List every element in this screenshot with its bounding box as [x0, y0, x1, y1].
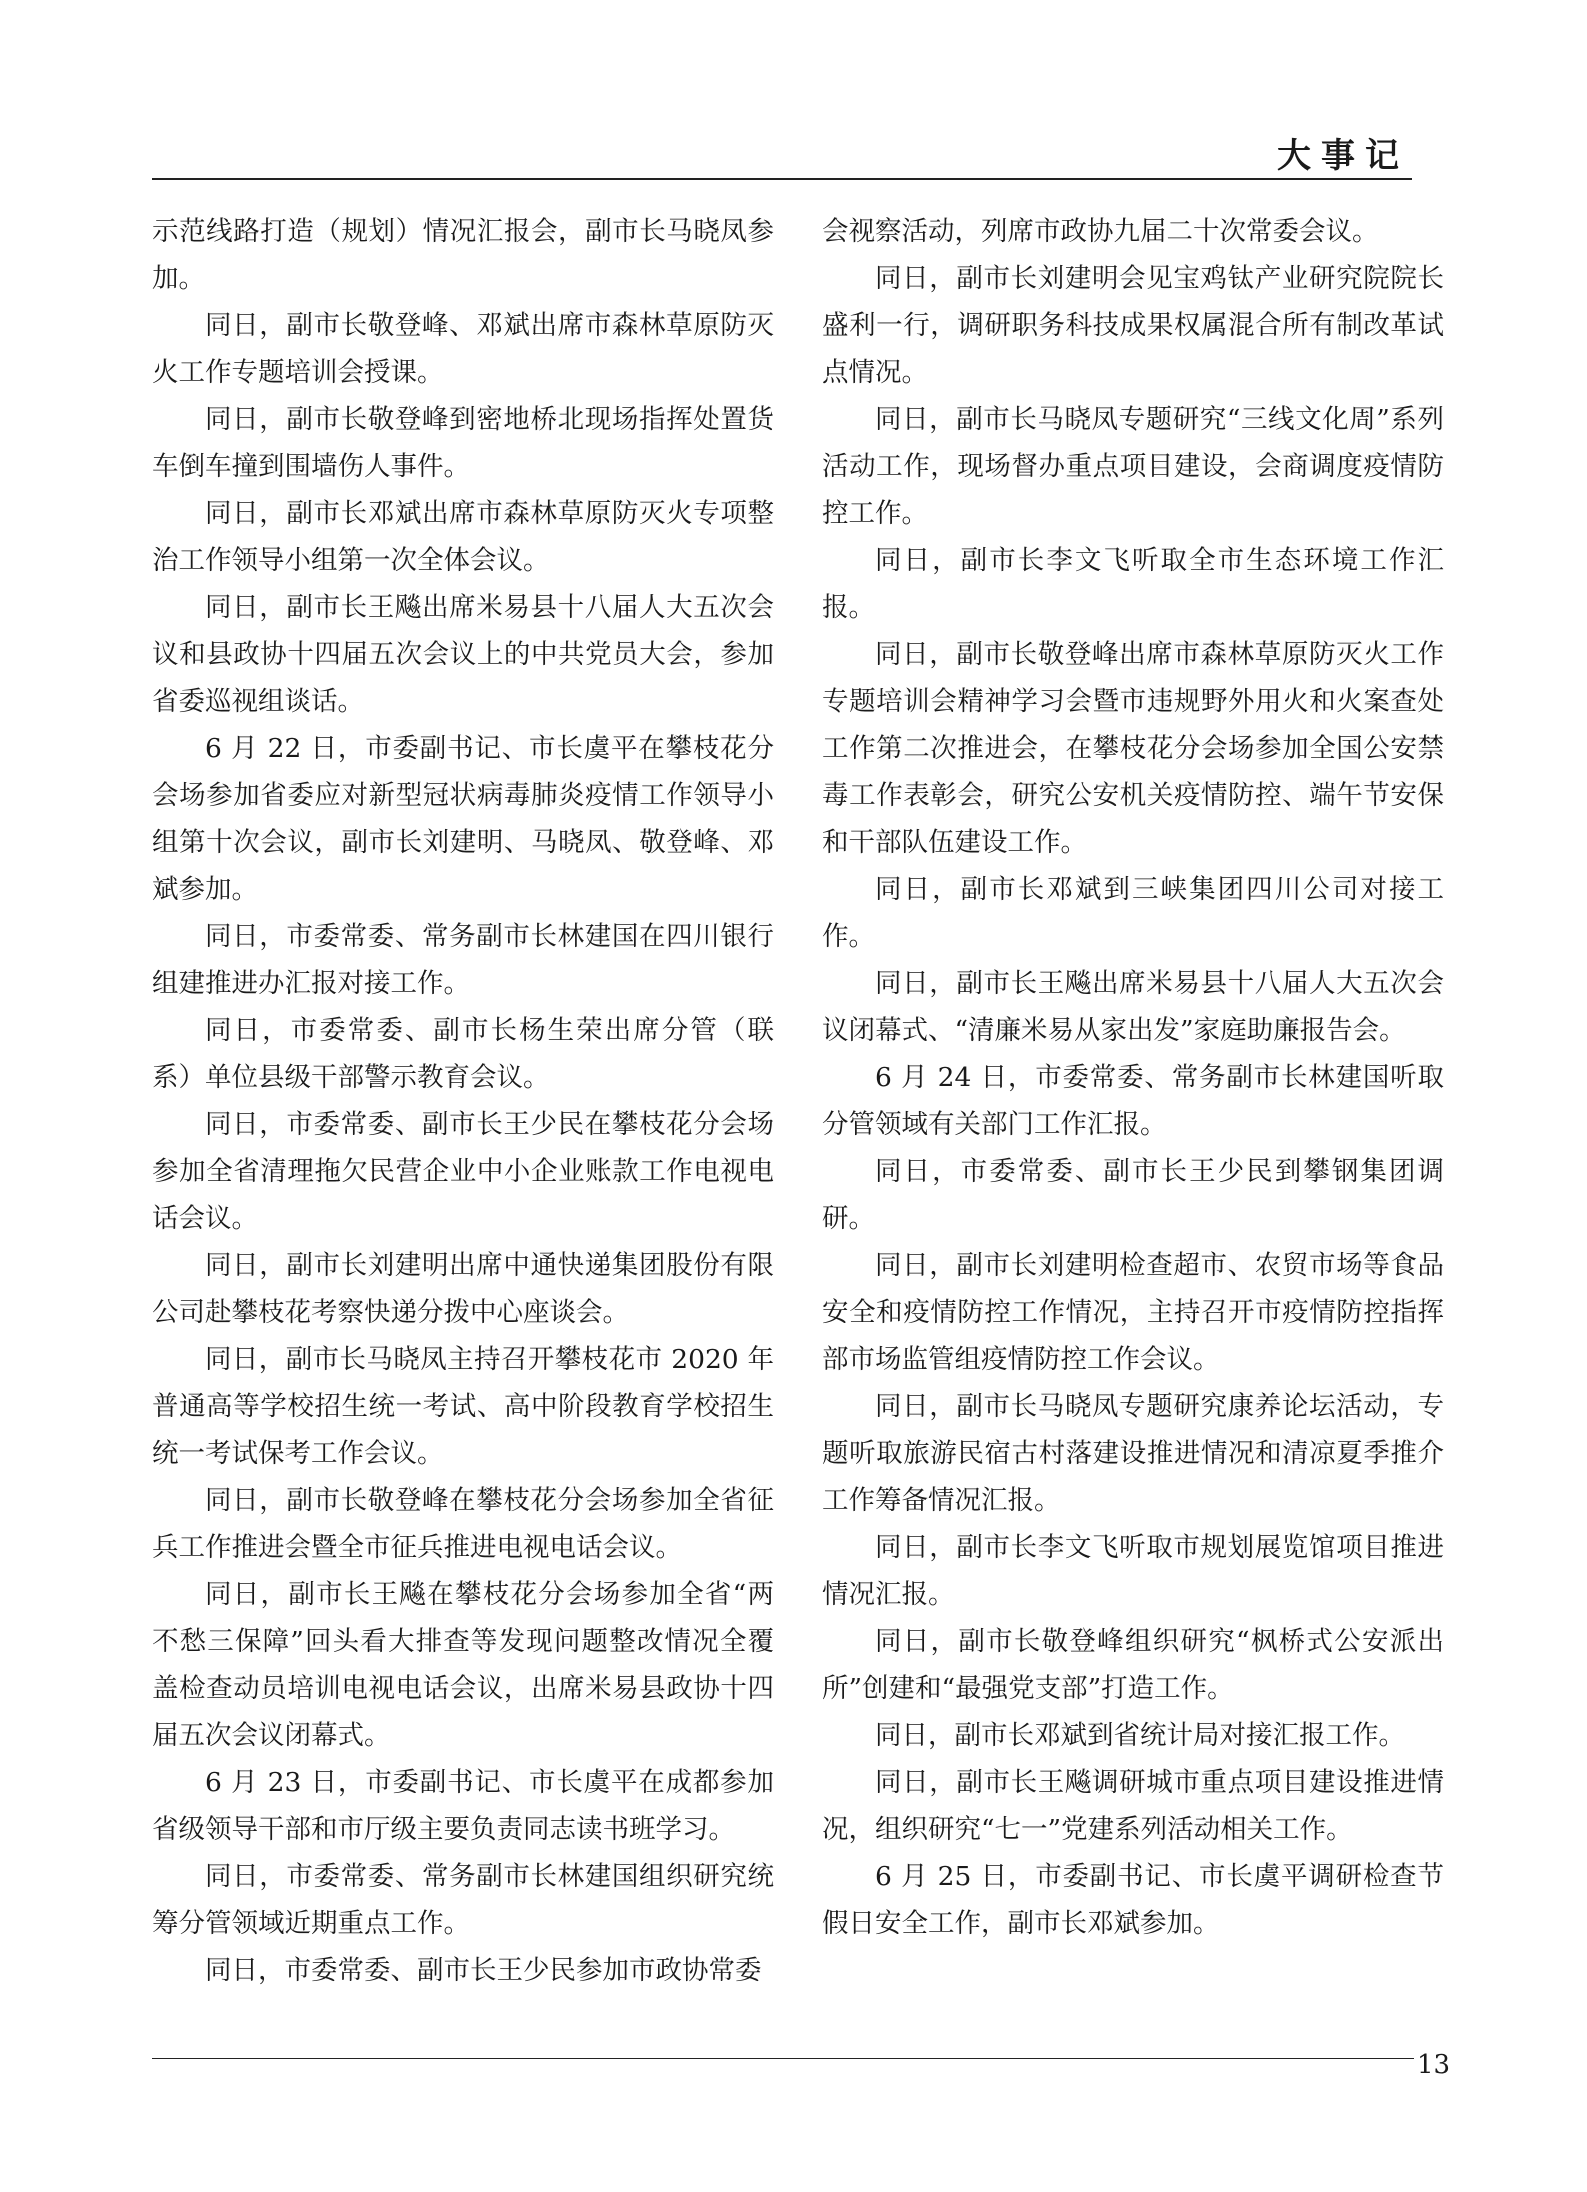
paragraph: 同日，副市长敬登峰组织研究“枫桥式公安派出所”创建和“最强党支部”打造工作。	[822, 1626, 1444, 1704]
left-column	[152, 208, 774, 1994]
paragraph: 同日，市委常委、常务副市长林建国在四川银行组建推进办汇报对接工作。	[152, 921, 774, 999]
paragraph: 会视察活动，列席市政协九届二十次常委会议。	[822, 216, 1379, 247]
paragraph: 同日，市委常委、常务副市长林建国组织研究统筹分管领域近期重点工作。	[152, 1861, 774, 1939]
paragraph: 同日，副市长李文飞听取市规划展览馆项目推进情况汇报。	[822, 1532, 1444, 1610]
paragraph: 同日，副市长王飚出席米易县十八届人大五次会议和县政协十四届五次会议上的中共党员大会，参加省委巡视组谈话。	[152, 592, 774, 717]
paragraph: 同日，副市长王飚出席米易县十八届人大五次会议闭幕式、“清廉米易从家出发”家庭助廉报告会。	[822, 968, 1444, 1046]
paragraph: 示范线路打造（规划）情况汇报会，副市长马晓凤参加。	[152, 216, 774, 294]
paragraph: 同日，副市长邓斌到三峡集团四川公司对接工作。	[822, 874, 1444, 952]
paragraph: 同日，市委常委、副市长王少民到攀钢集团调研。	[822, 1156, 1444, 1234]
paragraph: 同日，副市长敬登峰出席市森林草原防灭火工作专题培训会精神学习会暨市违规野外用火和火案查处工作第二次推进会，在攀枝花分会场参加全国公安禁毒工作表彰会，研究公安机关疫情防控、端午节安保和干部队伍建设工作。	[822, 639, 1444, 858]
paragraph: 同日，副市长邓斌出席市森林草原防灭火专项整治工作领导小组第一次全体会议。	[152, 498, 774, 576]
paragraph: 同日，副市长敬登峰、邓斌出席市森林草原防灭火工作专题培训会授课。	[152, 310, 774, 388]
paragraph: 同日，副市长敬登峰在攀枝花分会场参加全省征兵工作推进会暨全市征兵推进电视电话会议。	[152, 1485, 774, 1563]
paragraph: 同日，副市长马晓凤主持召开攀枝花市 2020 年普通高等学校招生统一考试、高中阶段教育学校招生统一考试保考工作会议。	[152, 1344, 774, 1469]
paragraph: 同日，市委常委、副市长王少民在攀枝花分会场参加全省清理拖欠民营企业中小企业账款工作电视电话会议。	[152, 1109, 774, 1234]
paragraph: 同日，副市长王飚调研城市重点项目建设推进情况，组织研究“七一”党建系列活动相关工作。	[822, 1767, 1444, 1845]
page-number: 13	[1417, 2050, 1451, 2080]
footer-rule	[152, 2058, 1414, 2059]
paragraph: 6 月 25 日，市委副书记、市长虞平调研检查节假日安全工作，副市长邓斌参加。	[822, 1861, 1444, 1939]
paragraph: 同日，副市长邓斌到省统计局对接汇报工作。	[875, 1720, 1405, 1751]
paragraph: 同日，市委常委、副市长杨生荣出席分管（联系）单位县级干部警示教育会议。	[152, 1015, 774, 1093]
paragraph: 6 月 23 日，市委副书记、市长虞平在成都参加省级领导干部和市厅级主要负责同志读书班学习。	[152, 1767, 774, 1845]
paragraph: 6 月 22 日，市委副书记、市长虞平在攀枝花分会场参加省委应对新型冠状病毒肺炎疫情工作领导小组第十次会议，副市长刘建明、马晓凤、敬登峰、邓斌参加。	[152, 733, 774, 905]
paragraph: 同日，副市长刘建明出席中通快递集团股份有限公司赴攀枝花考察快递分拨中心座谈会。	[152, 1250, 774, 1328]
right-column	[822, 208, 1444, 1947]
paragraph: 同日，副市长王飚在攀枝花分会场参加全省“两不愁三保障”回头看大排查等发现问题整改情况全覆盖检查动员培训电视电话会议，出席米易县政协十四届五次会议闭幕式。	[152, 1579, 774, 1751]
paragraph: 同日，副市长刘建明会见宝鸡钛产业研究院院长盛利一行，调研职务科技成果权属混合所有制改革试点情况。	[822, 263, 1444, 388]
paragraph: 同日，副市长李文飞听取全市生态环境工作汇报。	[822, 545, 1444, 623]
paragraph: 6 月 24 日，市委常委、常务副市长林建国听取分管领域有关部门工作汇报。	[822, 1062, 1444, 1140]
paragraph: 同日，副市长刘建明检查超市、农贸市场等食品安全和疫情防控工作情况，主持召开市疫情防控指挥部市场监管组疫情防控工作会议。	[822, 1250, 1444, 1375]
paragraph: 同日，市委常委、副市长王少民参加市政协常委	[205, 1955, 762, 1986]
paragraph: 同日，副市长敬登峰到密地桥北现场指挥处置货车倒车撞到围墙伤人事件。	[152, 404, 774, 482]
section-title: 大事记	[1277, 136, 1409, 176]
paragraph: 同日，副市长马晓凤专题研究“三线文化周”系列活动工作，现场督办重点项目建设，会商调度疫情防控工作。	[822, 404, 1444, 529]
header-rule	[152, 178, 1412, 180]
paragraph: 同日，副市长马晓凤专题研究康养论坛活动，专题听取旅游民宿古村落建设推进情况和清凉夏季推介工作筹备情况汇报。	[822, 1391, 1444, 1516]
